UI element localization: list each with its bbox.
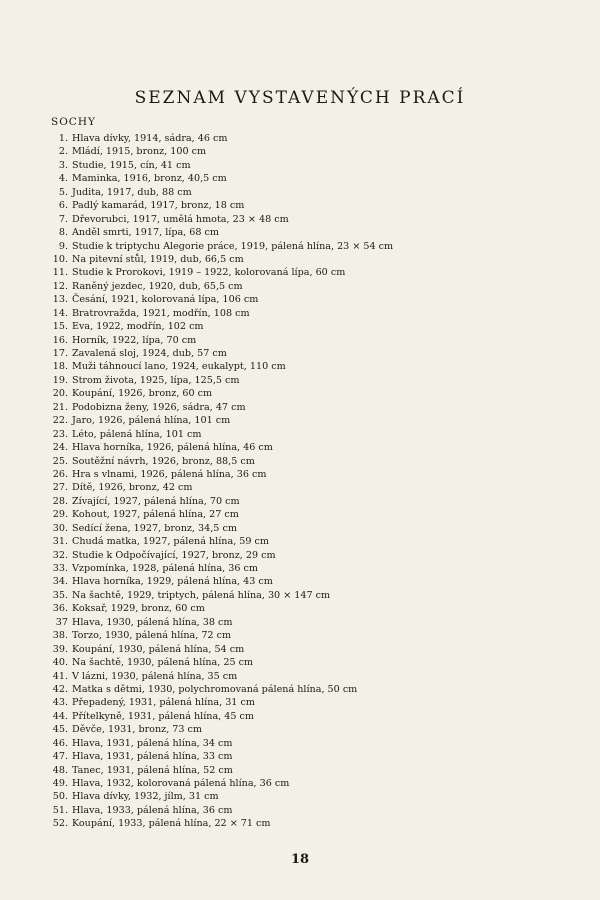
item-text: Česání, 1921, kolorovaná lípa, 106 cm — [72, 294, 259, 306]
item-text: Hlava horníka, 1926, pálená hlína, 46 cm — [72, 442, 273, 454]
item-number: 6. — [58, 200, 68, 212]
list-item — [48, 159, 588, 172]
item-number: 49. — [52, 778, 68, 789]
item-text: Mládí, 1915, bronz, 100 cm — [72, 146, 207, 158]
list-item — [48, 307, 588, 320]
item-text: Léto, pálená hlína, 101 cm — [72, 428, 202, 440]
item-number: 5. — [58, 186, 68, 198]
item-number: 34. — [52, 576, 68, 588]
list-item — [48, 441, 588, 454]
item-number: 24. — [52, 442, 68, 454]
item-text: Hlava dívky, 1914, sádra, 46 cm — [72, 133, 228, 144]
list-item — [48, 213, 588, 226]
list-item — [48, 455, 588, 468]
item-number: 42. — [52, 683, 68, 695]
list-item — [48, 790, 588, 803]
item-number: 50. — [52, 791, 68, 803]
item-number: 51. — [52, 804, 68, 816]
list-item — [48, 737, 588, 750]
list-item — [48, 696, 588, 709]
item-number: 37 — [55, 616, 68, 628]
list-item — [48, 360, 588, 373]
item-number: 41. — [52, 670, 68, 682]
item-number: 32. — [52, 549, 68, 561]
item-text: Hlava, 1933, pálená hlína, 36 cm — [72, 804, 233, 816]
item-text: Studie, 1915, cín, 41 cm — [72, 159, 191, 171]
item-number: 22. — [52, 415, 68, 427]
item-text: Matka s dětmi, 1930, polychromovaná pálená hlína, 50 cm — [72, 683, 358, 695]
list-item — [48, 804, 588, 817]
item-number: 7. — [58, 213, 68, 225]
list-item — [48, 253, 588, 266]
item-text: Kohout, 1927, pálená hlína, 27 cm — [72, 509, 239, 521]
list-item — [48, 764, 588, 777]
item-number: 21. — [52, 401, 68, 413]
list-item — [48, 481, 588, 494]
list-item — [48, 266, 588, 279]
item-text: Hlava horníka, 1929, pálená hlína, 43 cm — [72, 576, 273, 588]
list-item — [48, 629, 588, 642]
list-item — [48, 280, 588, 293]
item-text: Vzpomínka, 1928, pálená hlína, 36 cm — [72, 563, 258, 574]
item-number: 11. — [52, 267, 68, 279]
item-text: Hlava, 1931, pálená hlína, 34 cm — [72, 737, 233, 749]
item-number: 15. — [52, 321, 68, 333]
item-text: Koupání, 1933, pálená hlína, 22 × 71 cm — [72, 818, 271, 830]
item-number: 28. — [52, 495, 68, 507]
list-item — [48, 750, 588, 763]
item-text: Koupání, 1930, pálená hlína, 54 cm — [72, 643, 245, 655]
list-item — [48, 495, 588, 508]
item-number: 2. — [58, 146, 68, 158]
item-number: 31. — [52, 536, 68, 548]
list-item — [48, 562, 588, 575]
list-item — [48, 535, 588, 548]
item-text: Dřevorubci, 1917, umělá hmota, 23 × 48 cm — [72, 213, 289, 225]
item-number: 47. — [52, 751, 68, 763]
item-text: Hlava, 1931, pálená hlína, 33 cm — [72, 751, 233, 763]
item-text: Zavalená sloj, 1924, dub, 57 cm — [72, 348, 227, 359]
item-text: Bratrovražda, 1921, modřín, 108 cm — [72, 307, 250, 319]
item-text: Zívající, 1927, pálená hlína, 70 cm — [72, 495, 240, 507]
list-item — [48, 320, 588, 333]
list-item — [48, 387, 588, 400]
item-text: Strom života, 1925, lípa, 125,5 cm — [72, 374, 240, 386]
item-text: Torzo, 1930, pálená hlína, 72 cm — [72, 630, 232, 642]
item-number: 9. — [58, 240, 68, 252]
item-text: Koksař, 1929, bronz, 60 cm — [72, 603, 205, 615]
item-text: Maminka, 1916, bronz, 40,5 cm — [72, 173, 227, 185]
item-text: Dítě, 1926, bronz, 42 cm — [72, 482, 193, 494]
list-item — [48, 508, 588, 521]
item-number: 36. — [52, 603, 68, 615]
list-item — [48, 549, 588, 562]
list-item — [48, 145, 588, 158]
item-text: Chudá matka, 1927, pálená hlína, 59 cm — [72, 536, 270, 548]
list-item — [48, 172, 588, 185]
list-item — [48, 575, 588, 588]
item-number: 12. — [52, 280, 68, 292]
item-number: 40. — [52, 657, 68, 669]
item-number: 29. — [52, 509, 68, 521]
list-item — [48, 522, 588, 535]
list-item — [48, 817, 588, 830]
item-text: Sedící žena, 1927, bronz, 34,5 cm — [72, 522, 237, 534]
page-title: SEZNAM VYSTAVENÝCH PRACÍ — [134, 88, 466, 108]
item-number: 26. — [52, 468, 68, 480]
item-text: Tanec, 1931, pálená hlína, 52 cm — [72, 764, 233, 776]
list-item — [48, 589, 588, 602]
list-item — [48, 401, 588, 414]
list-item — [48, 616, 588, 629]
list-item — [48, 670, 588, 683]
item-number: 8. — [58, 227, 68, 239]
item-number: 1. — [58, 133, 68, 144]
item-text: Studie k Odpočívající, 1927, bronz, 29 cm — [72, 549, 276, 561]
item-number: 13. — [52, 294, 68, 306]
item-number: 23. — [52, 428, 68, 440]
item-number: 10. — [52, 253, 68, 265]
item-text: Soutěžní návrh, 1926, bronz, 88,5 cm — [72, 455, 255, 467]
item-number: 14. — [52, 307, 68, 319]
list-item — [48, 293, 588, 306]
item-number: 33. — [52, 563, 68, 574]
item-number: 43. — [52, 697, 68, 709]
item-text: Eva, 1922, modřín, 102 cm — [72, 321, 204, 333]
list-item — [48, 226, 588, 239]
item-number: 27. — [52, 482, 68, 494]
item-text: Děvče, 1931, bronz, 73 cm — [72, 724, 203, 736]
list-item — [48, 683, 588, 696]
item-text: Koupání, 1926, bronz, 60 cm — [72, 388, 213, 400]
item-number: 44. — [52, 710, 68, 722]
item-text: Judita, 1917, dub, 88 cm — [72, 186, 192, 198]
item-text: Hlava, 1930, pálená hlína, 38 cm — [72, 616, 233, 628]
list-item — [48, 132, 588, 145]
item-number: 20. — [52, 388, 68, 400]
item-number: 39. — [52, 643, 68, 655]
list-item — [48, 602, 588, 615]
item-text: V lázni, 1930, pálená hlína, 35 cm — [72, 670, 238, 682]
item-number: 48. — [52, 764, 68, 776]
item-number: 18. — [52, 361, 68, 373]
list-item — [48, 186, 588, 199]
list-item — [48, 240, 588, 253]
list-item — [48, 374, 588, 387]
item-number: 4. — [58, 173, 68, 185]
item-number: 45. — [52, 724, 68, 736]
item-text: Přítelkyně, 1931, pálená hlína, 45 cm — [72, 710, 255, 722]
item-text: Horník, 1922, lípa, 70 cm — [72, 334, 197, 346]
list-item — [48, 710, 588, 723]
item-text: Na pitevní stůl, 1919, dub, 66,5 cm — [72, 253, 244, 265]
item-text: Raněný jezdec, 1920, dub, 65,5 cm — [72, 280, 243, 292]
list-item — [48, 468, 588, 481]
item-text: Muži táhnoucí lano, 1924, eukalypt, 110 cm — [72, 361, 286, 373]
list-item — [48, 643, 588, 656]
item-number: 16. — [52, 334, 68, 346]
list-item — [48, 428, 588, 441]
item-number: 46. — [52, 737, 68, 749]
item-number: 17. — [52, 348, 68, 359]
item-text: Anděl smrti, 1917, lípa, 68 cm — [72, 227, 220, 239]
item-text: Na šachtě, 1929, triptych, pálená hlína, 30 × 147 cm — [72, 589, 331, 601]
item-number: 25. — [52, 455, 68, 467]
item-text: Hlava, 1932, kolorovaná pálená hlína, 36 cm — [72, 778, 290, 789]
works-list — [48, 132, 588, 831]
list-item — [48, 777, 588, 790]
item-number: 19. — [52, 374, 68, 386]
list-item — [48, 334, 588, 347]
item-text: Na šachtě, 1930, pálená hlína, 25 cm — [72, 657, 254, 669]
list-item — [48, 656, 588, 669]
item-number: 35. — [52, 589, 68, 601]
section-heading: SOCHY — [51, 116, 96, 128]
page-number: 18 — [290, 852, 310, 867]
item-text: Podobizna ženy, 1926, sádra, 47 cm — [72, 401, 246, 413]
item-text: Studie k triptychu Alegorie práce, 1919, pálená hlína, 23 × 54 cm — [72, 240, 394, 252]
item-number: 3. — [58, 159, 68, 171]
list-item — [48, 347, 588, 360]
list-item — [48, 199, 588, 212]
list-item — [48, 723, 588, 736]
item-number: 30. — [52, 522, 68, 534]
item-text: Padlý kamarád, 1917, bronz, 18 cm — [72, 200, 245, 212]
item-number: 38. — [52, 630, 68, 642]
list-item — [48, 414, 588, 427]
item-text: Hlava dívky, 1932, jílm, 31 cm — [72, 791, 219, 803]
item-number: 52. — [52, 818, 68, 830]
item-text: Jaro, 1926, pálená hlína, 101 cm — [72, 415, 231, 427]
item-text: Hra s vlnami, 1926, pálená hlína, 36 cm — [72, 468, 267, 480]
item-text: Přepadený, 1931, pálená hlína, 31 cm — [72, 697, 255, 709]
item-text: Studie k Prorokovi, 1919 – 1922, kolorovaná lípa, 60 cm — [72, 267, 346, 279]
